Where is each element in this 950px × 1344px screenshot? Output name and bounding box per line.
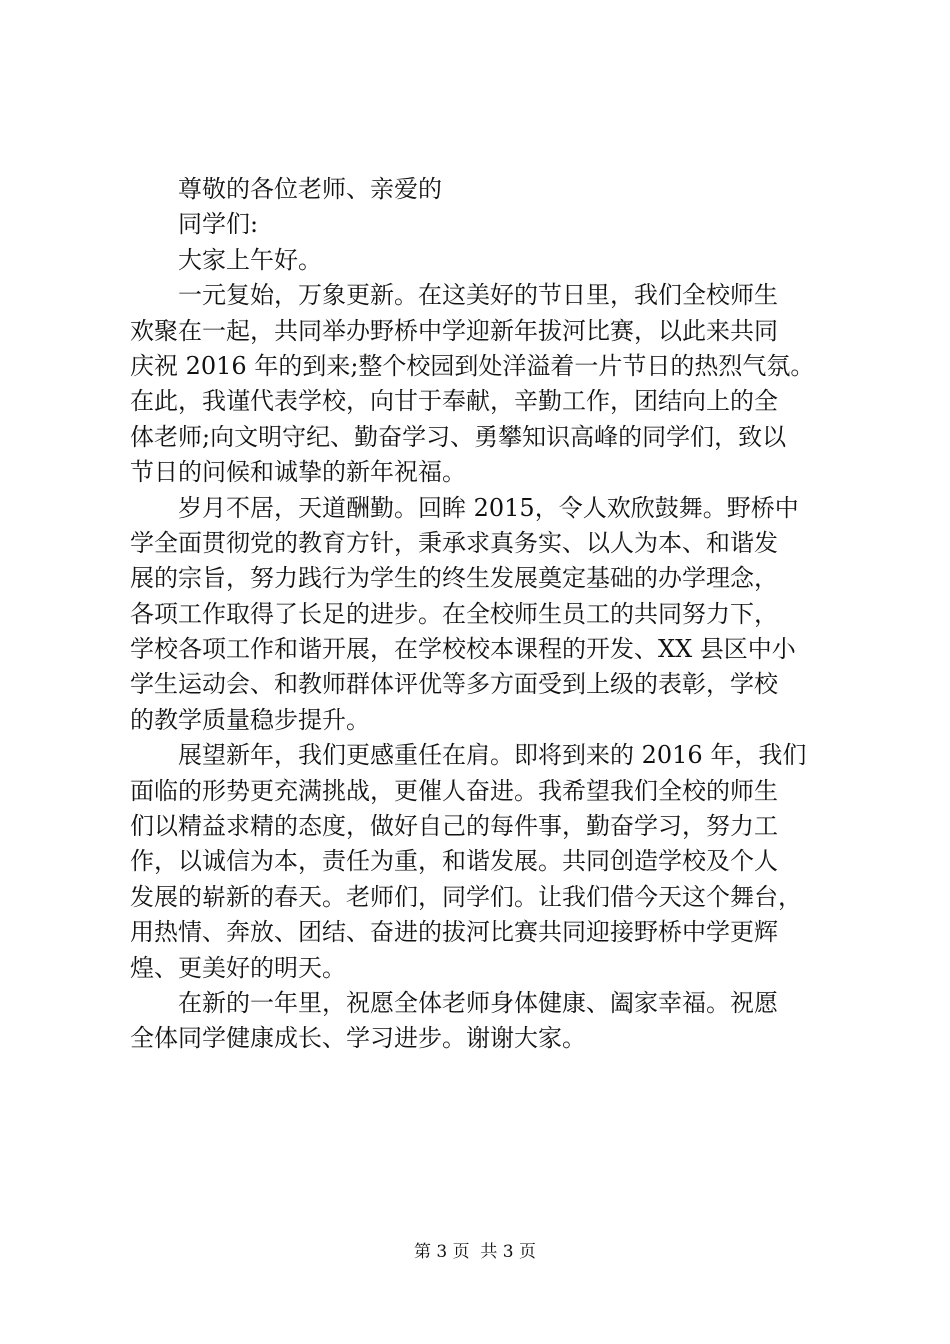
text-line: 一元复始，万象更新。在这美好的节日里，我们全校师生 [178,281,778,310]
text-line: 在新的一年里，祝愿全体老师身体健康、阖家幸福。祝愿 [178,988,778,1017]
text-line: 学全面贯彻党的教育方针，秉承求真务实、以人为本、和谐发 [130,528,778,557]
text-line: 发展的崭新的春天。老师们，同学们。让我们借今天这个舞台， [130,882,802,911]
text-line: 欢聚在一起，共同举办野桥中学迎新年拔河比赛，以此来共同 [130,316,778,345]
text-line: 在此，我谨代表学校，向甘于奉献，辛勤工作，团结向上的全 [130,387,778,416]
text-line: 节日的问候和诚挚的新年祝福。 [130,458,466,487]
text-line: 用热情、奔放、团结、奋进的拔河比赛共同迎接野桥中学更辉 [130,918,778,947]
text-line: 作，以诚信为本，责任为重，和谐发展。共同创造学校及个人 [130,847,778,876]
text-line: 体老师;向文明守纪、勤奋学习、勇攀知识高峰的同学们，致以 [130,422,787,451]
text-line: 展的宗旨，努力践行为学生的终生发展奠定基础的办学理念， [130,564,778,593]
text-line: 学生运动会、和教师群体评优等多方面受到上级的表彰，学校 [130,670,778,699]
page-number: 第 3 页 共 3 页 [413,1242,537,1262]
document-body [130,172,850,1057]
page-footer [0,1242,950,1262]
text-line: 面临的形势更充满挑战，更催人奋进。我希望我们全校的师生 [130,776,778,805]
text-line: 各项工作取得了长足的进步。在全校师生员工的共同努力下， [130,599,778,628]
text-line: 尊敬的各位老师、亲爱的 [178,175,442,203]
text-line: 的教学质量稳步提升。 [130,705,370,734]
text-line: 大家上午好。 [178,245,322,274]
text-line: 全体同学健康成长、学习进步。谢谢大家。 [130,1024,586,1053]
text-line: 学校各项工作和谐开展，在学校校本课程的开发、XX 县区中小 [130,635,796,664]
text-line: 煌、更美好的明天。 [130,953,346,982]
text-line: 展望新年，我们更感重任在肩。即将到来的 2016 年，我们 [178,741,807,770]
text-line: 同学们: [178,210,259,239]
text-line: 岁月不居，天道酬勤。回眸 2015，令人欢欣鼓舞。野桥中 [178,493,799,522]
text-line: 庆祝 2016 年的到来;整个校园到处洋溢着一片节日的热烈气氛。 [130,351,815,380]
text-line: 们以精益求精的态度，做好自己的每件事，勤奋学习，努力工 [130,812,778,841]
